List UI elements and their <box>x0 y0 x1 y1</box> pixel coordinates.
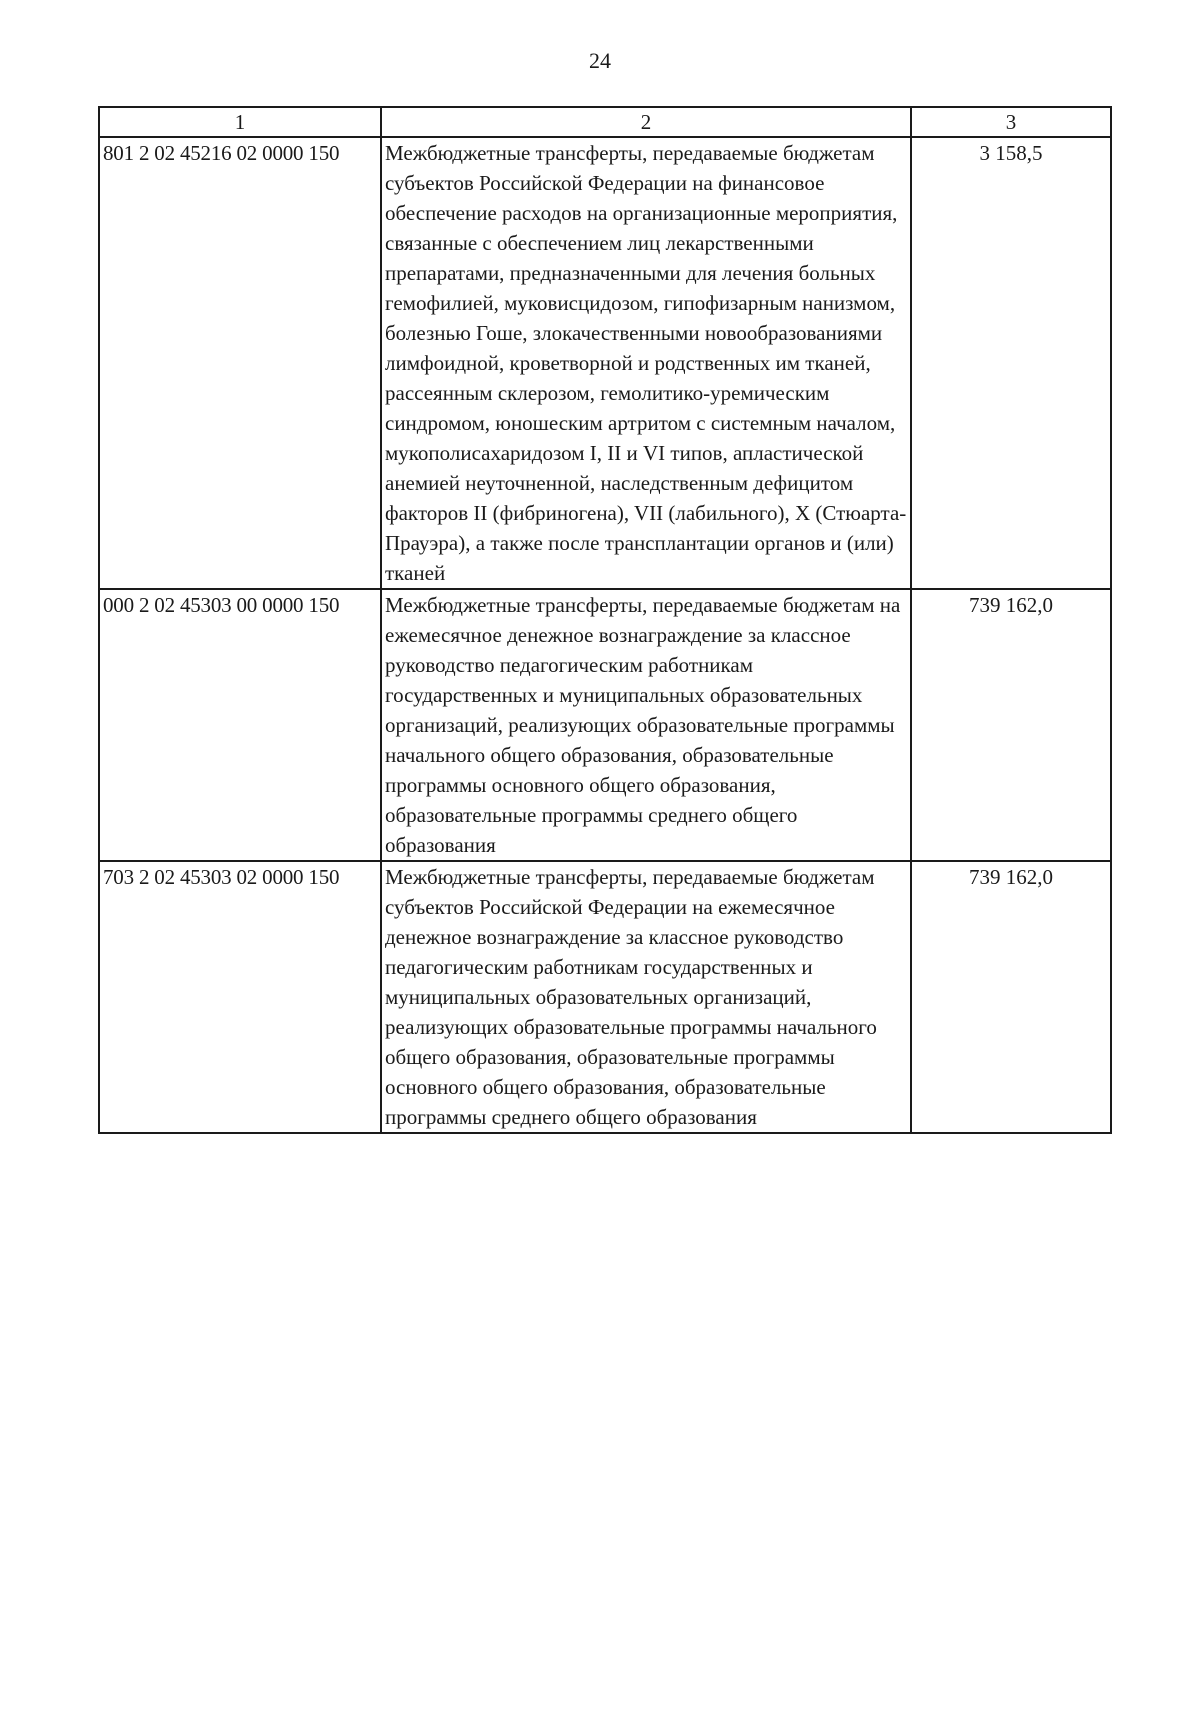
budget-table <box>98 106 1112 1134</box>
amount-cell: 3 158,5 <box>911 137 1111 589</box>
table-row <box>99 589 1111 861</box>
amount-cell: 739 162,0 <box>911 861 1111 1133</box>
table-body <box>99 137 1111 1133</box>
column-header-amount: 3 <box>911 107 1111 137</box>
column-header-name: 2 <box>381 107 911 137</box>
budget-code-cell: 000 2 02 45303 00 0000 150 <box>99 589 381 861</box>
description-cell: Межбюджетные трансферты, передаваемые бюджетам на ежемесячное денежное вознаграждение за классное руководство педагогическим работникам государственных и муниципальных образовательных организаций, реализующих образовательные программы начального общего образования, образовательные программы основного общего образования, образовательные программы среднего общего образования <box>381 589 911 861</box>
column-header-code: 1 <box>99 107 381 137</box>
table-header <box>99 107 1111 137</box>
budget-code-cell: 703 2 02 45303 02 0000 150 <box>99 861 381 1133</box>
amount-cell: 739 162,0 <box>911 589 1111 861</box>
table-row <box>99 861 1111 1133</box>
description-cell: Межбюджетные трансферты, передаваемые бюджетам субъектов Российской Федерации на ежемесячное денежное вознаграждение за классное руководство педагогическим работникам государственных и муниципальных образовательных организаций, реализующих образовательные программы начального общего образования, образовательные программы основного общего образования, образовательные программы среднего общего образования <box>381 861 911 1133</box>
budget-code-cell: 801 2 02 45216 02 0000 150 <box>99 137 381 589</box>
header-row <box>99 107 1111 137</box>
table-row <box>99 137 1111 589</box>
page-number: 24 <box>589 48 611 73</box>
description-cell: Межбюджетные трансферты, передаваемые бюджетам субъектов Российской Федерации на финансовое обеспечение расходов на организационные мероприятия, связанные с обеспечением лиц лекарственными препаратами, предназначенными для лечения больных гемофилией, муковисцидозом, гипофизарным нанизмом, болезнью Гоше, злокачественными новообразованиями лимфоидной, кроветворной и родственных им тканей, рассеянным склерозом, гемолитико-уремическим синдромом, юношеским артритом с системным началом, мукополисахаридозом I, II и VI типов, апластической анемией неуточненной, наследственным дефицитом факторов II (фибриногена), VII (лабильного), X (Стюарта-Прауэра), а также после трансплантации органов и (или) тканей <box>381 137 911 589</box>
